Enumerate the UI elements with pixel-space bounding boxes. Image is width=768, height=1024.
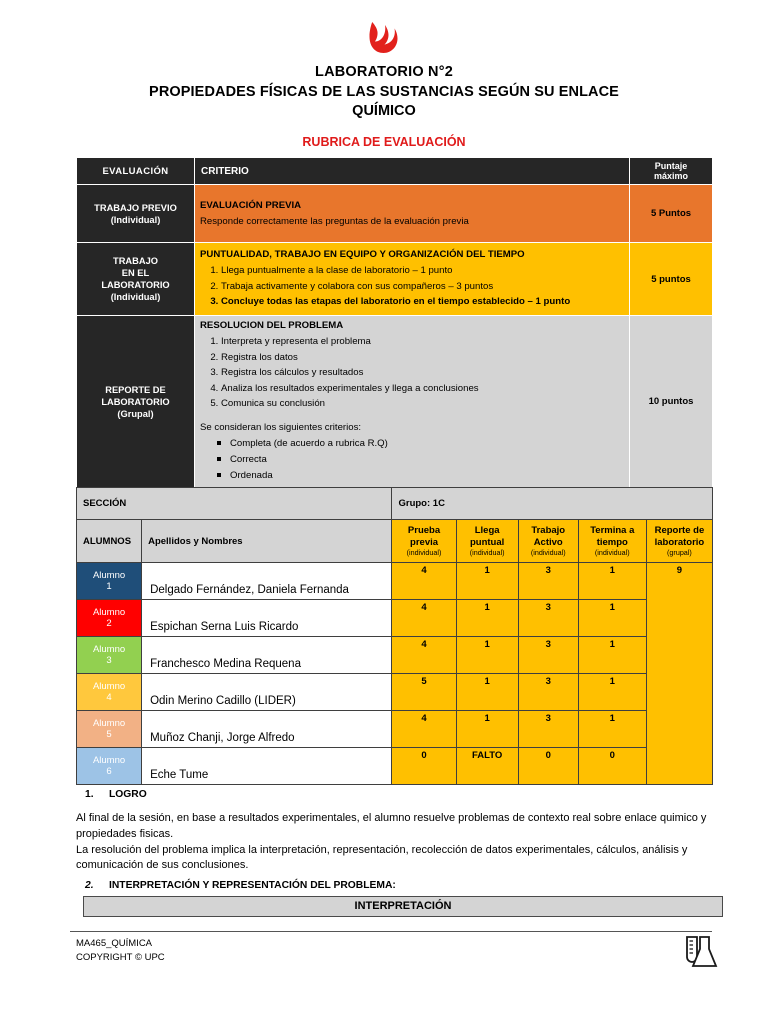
score-prueba-previa: 0: [392, 748, 456, 785]
student-name: Muñoz Chanji, Jorge Alfredo: [142, 711, 392, 748]
criterion-list-item: 1. Llega puntualmente a la clase de laboratorio – 1 punto: [221, 264, 624, 278]
alumno-tag-line: Alumno: [92, 754, 126, 766]
crit-head-line: tiempo: [596, 537, 628, 549]
rubric-eval-cell: [77, 316, 195, 488]
score-trabajo-activo: 3: [518, 674, 578, 711]
student-name: Eche Tume: [142, 748, 392, 785]
eval-line: (Individual): [110, 292, 161, 303]
crit-head-line: Prueba: [407, 525, 441, 537]
criterion-sublist-item: Correcta: [230, 453, 624, 467]
col-header-termina-a-tiempo: [578, 520, 646, 563]
score-trabajo-activo: 3: [518, 563, 578, 600]
score-llega-puntual: 1: [456, 600, 518, 637]
score-termina-tiempo: 1: [578, 674, 646, 711]
score-reporte-grupal: 9: [646, 563, 712, 785]
crit-head-line: previa: [410, 537, 439, 549]
students-table: [76, 487, 713, 785]
criterion-list-item: 1. Interpreta y representa el problema: [221, 335, 624, 349]
rubric-table: [76, 157, 713, 489]
criterion-sublist: [200, 437, 624, 483]
alumno-tag-line: Alumno: [92, 569, 126, 581]
rubric-header-row: [77, 157, 713, 185]
section-1-heading: [85, 789, 726, 800]
table-row: [77, 600, 713, 637]
section-2-title: INTERPRETACIÓN Y REPRESENTACIÓN DEL PROBLEMA:: [109, 879, 396, 891]
crit-head-line: Reporte de: [654, 525, 705, 537]
criterion-list-item: 3. Concluye todas las etapas del laboratorio en el tiempo establecido – 1 punto: [221, 295, 624, 309]
crit-head-line: puntual: [469, 537, 505, 549]
crit-head-line: laboratorio: [654, 537, 705, 549]
lab-glassware-icon: [679, 933, 721, 978]
criterion-list-item: 4. Analiza los resultados experimentales y llega a conclusiones: [221, 382, 624, 396]
alumno-tag: [77, 637, 142, 674]
rubric-col-criterio: CRITERIO: [195, 157, 630, 185]
page-title: [0, 63, 768, 122]
footer-text: [76, 937, 165, 966]
rubric-eval-cell: [77, 243, 195, 316]
crit-head-line: Termina a: [590, 525, 635, 537]
alumno-tag-line: 1: [106, 581, 112, 593]
alumno-tag: [77, 711, 142, 748]
rubric-row: [77, 316, 713, 488]
crit-head-line: Trabajo: [531, 525, 566, 537]
table-row: [77, 674, 713, 711]
alumno-tag-line: Alumno: [92, 643, 126, 655]
score-llega-puntual: 1: [456, 637, 518, 674]
score-termina-tiempo: 1: [578, 637, 646, 674]
col-header-trabajo-activo: [518, 520, 578, 563]
col-header-nombres: Apellidos y Nombres: [142, 520, 392, 563]
rubric-score-cell: 10 puntos: [630, 316, 713, 488]
footer-copyright: COPYRIGHT © UPC: [76, 952, 165, 964]
bottom-content: [76, 789, 726, 916]
score-termina-tiempo: 1: [578, 711, 646, 748]
score-prueba-previa: 4: [392, 711, 456, 748]
alumno-tag-line: 2: [106, 618, 112, 630]
score-prueba-previa: 4: [392, 600, 456, 637]
score-trabajo-activo: 0: [518, 748, 578, 785]
criterion-list-item: 5. Comunica su conclusión: [221, 397, 624, 411]
criterion-title: EVALUACIÓN PREVIA: [200, 199, 302, 211]
paragraph-2: La resolución del problema implica la interpretación, representación, recolección de datos experimentales, cálculos, análisis y comunicación de sus conclusiones.: [76, 843, 688, 872]
score-termina-tiempo: 1: [578, 600, 646, 637]
eval-line: TRABAJO: [113, 256, 158, 267]
eval-line: LABORATORIO: [101, 396, 170, 407]
col-header-alumnos: ALUMNOS: [77, 520, 142, 563]
rubric-col-evaluacion: EVALUACIÓN: [77, 157, 195, 185]
title-line-1: LABORATORIO N°2: [315, 64, 453, 80]
interpretacion-bar: [83, 896, 723, 917]
student-name: Odin Merino Cadillo (LIDER): [142, 674, 392, 711]
score-llega-puntual: 1: [456, 711, 518, 748]
score-prueba-previa: 5: [392, 674, 456, 711]
section-2-heading: [85, 880, 726, 891]
crit-head-line: Activo: [533, 537, 563, 549]
title-line-3: QUÍMICO: [352, 103, 416, 120]
paragraph-1: Al final de la sesión, en base a resultados experimentales, el alumno resuelve problemas de contexto real sobre enlace quimico y propiedades fisicas.: [76, 812, 707, 841]
criterion-list-item: 3. Registra los cálculos y resultados: [221, 366, 624, 380]
student-name: Espichan Serna Luis Ricardo: [142, 600, 392, 637]
rubric-eval-cell: [77, 185, 195, 243]
seccion-label: SECCIÓN: [77, 488, 392, 520]
alumno-tag-line: 4: [106, 692, 112, 704]
table-row: [77, 637, 713, 674]
grupo-label: Grupo: 1C: [392, 488, 713, 520]
section-1-number: 1.: [85, 789, 94, 801]
criterion-list-item: 2. Trabaja activamente y colabora con sus compañeros – 3 puntos: [221, 280, 624, 294]
alumno-tag-line: 6: [106, 766, 112, 778]
student-name: Franchesco Medina Requena: [142, 637, 392, 674]
score-termina-tiempo: 0: [578, 748, 646, 785]
alumno-tag: [77, 748, 142, 785]
criterion-title: PUNTUALIDAD, TRABAJO EN EQUIPO Y ORGANIZACIÓN DEL TIEMPO: [200, 249, 525, 261]
alumno-tag: [77, 563, 142, 600]
puntaje-line-2: máximo: [653, 171, 688, 182]
puntaje-line-1: Puntaje: [654, 160, 688, 171]
student-name: Delgado Fernández, Daniela Fernanda: [142, 563, 392, 600]
criterion-text: Responde correctamente las preguntas de la evaluación previa: [200, 215, 469, 227]
eval-line: (Grupal): [117, 408, 154, 419]
score-prueba-previa: 4: [392, 563, 456, 600]
alumno-tag-line: 5: [106, 729, 112, 741]
criterion-list-item: 2. Registra los datos: [221, 351, 624, 365]
criterion-subnote: Se consideran los siguientes criterios:: [200, 421, 362, 433]
eval-line: REPORTE DE: [105, 384, 166, 395]
rubric-score-cell: 5 puntos: [630, 243, 713, 316]
score-prueba-previa: 4: [392, 637, 456, 674]
score-termina-tiempo: 1: [578, 563, 646, 600]
crit-head-line: (individual): [530, 547, 566, 557]
rubric-score-cell: 5 Puntos: [630, 185, 713, 243]
section-1-title: LOGRO: [109, 789, 147, 801]
title-line-2: PROPIEDADES FÍSICAS DE LAS SUSTANCIAS SEGÚN SU ENLACE: [149, 83, 619, 100]
col-header-prueba-previa: [392, 520, 456, 563]
alumno-tag-line: Alumno: [92, 717, 126, 729]
criterion-list: [204, 335, 624, 411]
eval-line: TRABAJO PREVIO: [94, 202, 177, 213]
crit-head-line: (individual): [469, 547, 505, 557]
table-row: [77, 711, 713, 748]
col-header-reporte-laboratorio: [646, 520, 712, 563]
rubric-criterion-cell: [195, 316, 630, 488]
alumno-tag: [77, 674, 142, 711]
seccion-row: [77, 488, 713, 520]
footer-course-code: MA465_QUÍMICA: [76, 938, 153, 949]
section-2-number: 2.: [85, 879, 94, 891]
table-row: [77, 748, 713, 785]
rubric-col-puntaje: [630, 157, 713, 185]
eval-line: EN EL: [121, 268, 150, 279]
alumno-tag: [77, 600, 142, 637]
alumno-tag-line: Alumno: [92, 606, 126, 618]
crit-head-line: (grupal): [667, 547, 692, 557]
score-llega-puntual: 1: [456, 563, 518, 600]
rubric-criterion-cell: [195, 243, 630, 316]
score-llega-puntual: FALTO: [456, 748, 518, 785]
footer-divider: [70, 931, 712, 932]
alumno-tag-line: 3: [106, 655, 112, 667]
eval-line: (Individual): [110, 214, 161, 225]
alumno-tag-line: Alumno: [92, 680, 126, 692]
page-footer: [0, 931, 768, 978]
rubrica-subtitle: RUBRICA DE EVALUACIÓN: [302, 134, 466, 149]
score-trabajo-activo: 3: [518, 637, 578, 674]
score-trabajo-activo: 3: [518, 711, 578, 748]
header-logo-area: [0, 0, 768, 58]
score-trabajo-activo: 3: [518, 600, 578, 637]
rubric-row: [77, 243, 713, 316]
col-header-llega-puntual: [456, 520, 518, 563]
crit-head-line: Llega: [474, 525, 500, 537]
table-row: [77, 563, 713, 600]
eval-line: LABORATORIO: [101, 280, 170, 291]
rubric-row: [77, 185, 713, 243]
criterion-sublist-item: Completa (de acuerdo a rubrica R.Q): [230, 437, 624, 451]
logro-paragraphs: [76, 811, 726, 873]
students-header-row: [77, 520, 713, 563]
criterion-list: [204, 264, 624, 309]
crit-head-line: (individual): [594, 547, 630, 557]
interpretacion-label: INTERPRETACIÓN: [354, 900, 452, 913]
rubric-criterion-cell: [195, 185, 630, 243]
criterion-title: RESOLUCION DEL PROBLEMA: [200, 320, 344, 332]
score-llega-puntual: 1: [456, 674, 518, 711]
criterion-sublist-item: Ordenada: [230, 469, 624, 483]
crit-head-line: (individual): [406, 547, 442, 557]
